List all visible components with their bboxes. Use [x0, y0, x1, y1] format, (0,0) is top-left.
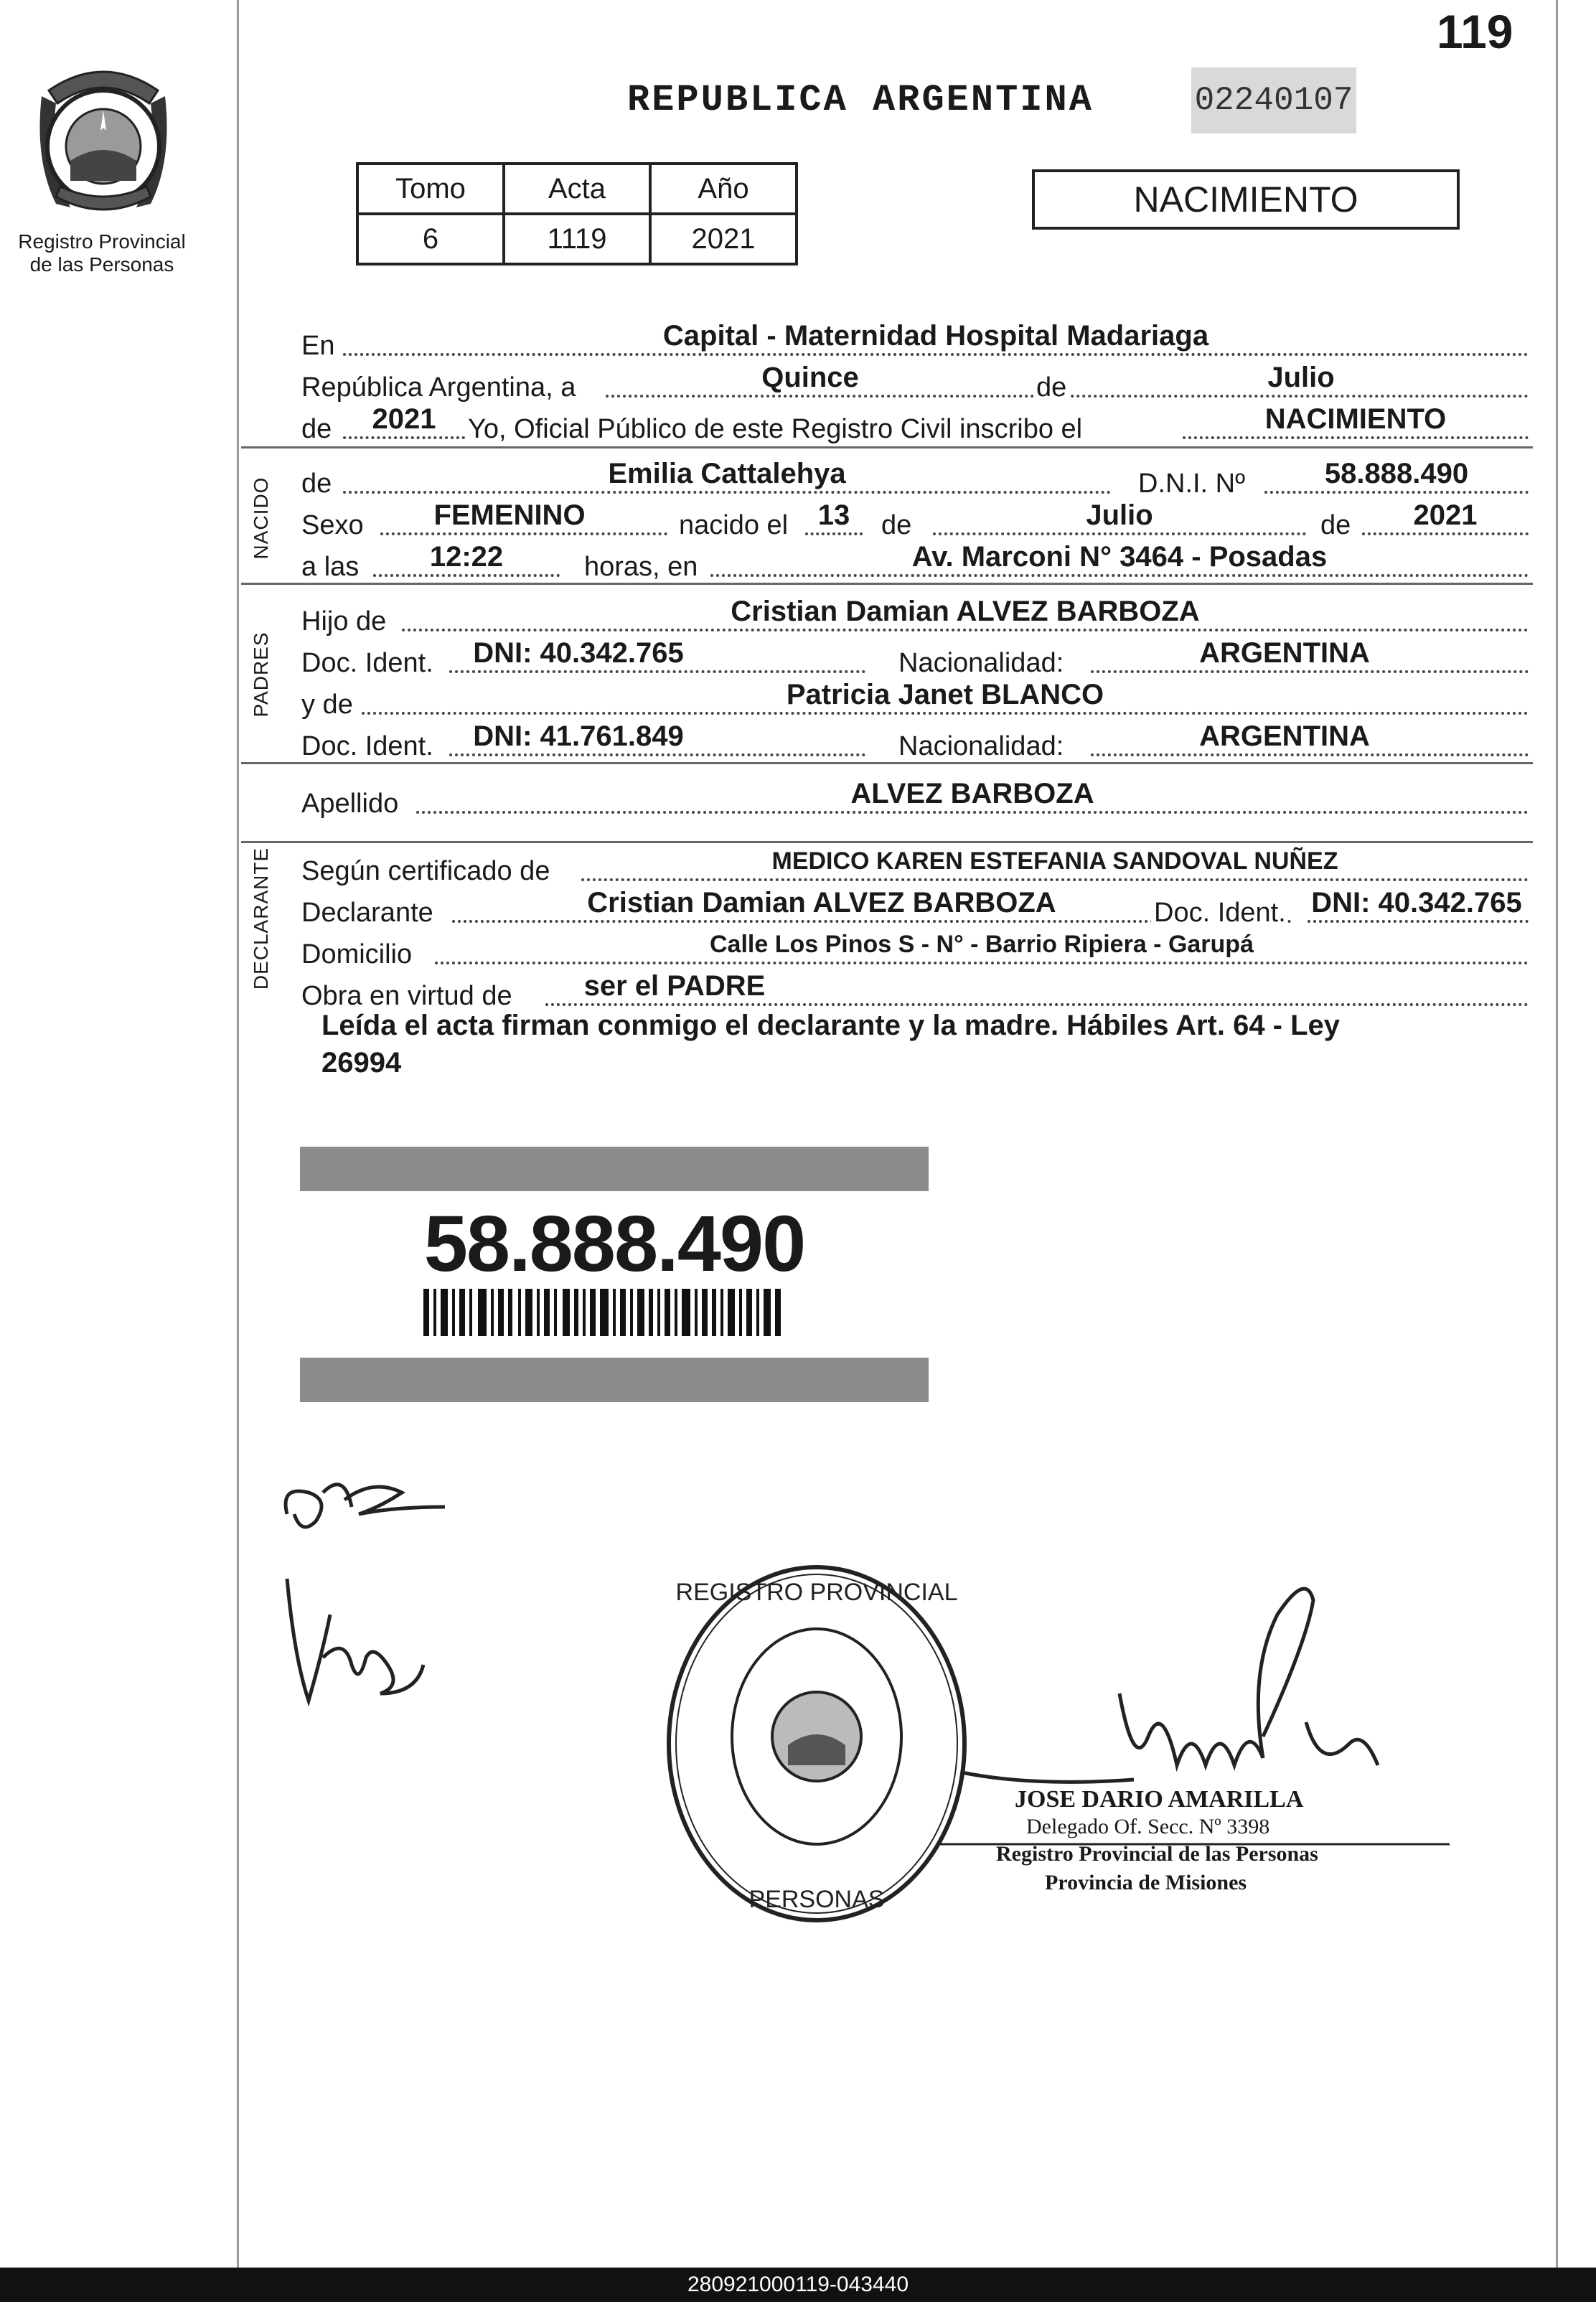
footer-bar	[0, 2268, 1596, 2302]
province-logo	[27, 53, 179, 222]
certificado-label: Según certificado de	[301, 856, 550, 886]
birth-month-value: Julio	[1086, 499, 1153, 531]
row-father-name	[301, 597, 1529, 637]
domicile-value: Calle Los Pinos S - N° - Barrio Ripiera - Garupá	[710, 931, 1254, 958]
row-mother-name	[301, 680, 1529, 720]
mother-name-value: Patricia Janet BLANCO	[786, 679, 1104, 710]
surname-value: ALVEZ BARBOZA	[850, 778, 1094, 809]
padres-section-label: PADRES	[250, 631, 272, 718]
hijo-label: Hijo de	[301, 606, 387, 636]
official-registry: Registro Provincial de las Personas	[996, 1842, 1318, 1866]
declarant-value: Cristian Damian ALVEZ BARBOZA	[587, 887, 1056, 919]
registry-name-line1: Registro Provincial	[18, 230, 186, 253]
sexo-label: Sexo	[301, 510, 364, 540]
mother-signature	[273, 1572, 445, 1715]
row-place	[301, 321, 1529, 362]
act-value: NACIMIENTO	[1264, 403, 1447, 435]
domicilio-label: Domicilio	[301, 939, 413, 969]
alas-label: a las	[301, 552, 360, 582]
footer-code: 280921000119-043440	[687, 2273, 909, 2296]
mother-nationality-value: ARGENTINA	[1199, 720, 1370, 752]
anio-value: 2021	[650, 214, 797, 264]
serial-number: 02240107	[1191, 67, 1356, 133]
republica-label: República Argentina, a	[301, 372, 576, 403]
row-mother-doc	[301, 722, 1529, 762]
svg-text:PERSONAS: PERSONAS	[748, 1886, 885, 1913]
row-father-doc	[301, 639, 1529, 679]
birth-year-value: 2021	[1413, 499, 1478, 531]
father-name-value: Cristian Damian ALVEZ BARBOZA	[731, 596, 1200, 627]
barcode-icon	[423, 1289, 782, 1336]
left-margin-line	[237, 0, 239, 2268]
right-margin-line	[1556, 0, 1558, 2268]
row-domicile	[301, 930, 1529, 970]
section-rule	[241, 446, 1533, 448]
sex-value: FEMENINO	[433, 499, 586, 531]
nacionalidad-label: Nacionalidad:	[898, 648, 1064, 678]
row-reason	[301, 972, 1529, 1012]
registry-name-line2: de las Personas	[29, 253, 174, 276]
day-words-value: Quince	[761, 362, 859, 393]
page-number: 119	[1437, 5, 1513, 58]
act-type-box: NACIMIENTO	[1032, 169, 1460, 230]
declarant-signature	[273, 1464, 459, 1543]
doc-label: Doc. Ident.	[301, 648, 433, 678]
row-name	[301, 459, 1529, 499]
row-surname	[301, 779, 1529, 819]
closing-line-2: 26994	[321, 1047, 402, 1079]
de-label-2: de	[881, 510, 912, 540]
en-label: En	[301, 331, 335, 361]
row-certificate	[301, 847, 1529, 887]
reason-value: ser el PADRE	[583, 970, 766, 1002]
apellido-label: Apellido	[301, 789, 399, 819]
doc-label: Doc. Ident.	[1151, 897, 1286, 929]
year-prefix-label: de	[301, 414, 332, 444]
tomo-header: Tomo	[357, 164, 504, 214]
dni-label: D.N.I. Nº	[1138, 469, 1245, 499]
declarante-section-label: DECLARANTE	[250, 847, 272, 990]
nacido-section-label: NACIDO	[250, 476, 272, 560]
closing-line-1: Leída el acta firman conmigo el declarante y la madre. Hábiles Art. 64 - Ley	[321, 1010, 1341, 1041]
svg-text:REGISTRO PROVINCIAL: REGISTRO PROVINCIAL	[675, 1579, 958, 1606]
row-time	[301, 542, 1529, 583]
row-declarant	[301, 888, 1529, 929]
nacido-label: nacido el	[679, 510, 789, 540]
yde-label: y de	[301, 690, 353, 720]
child-name-value: Emilia Cattalehya	[608, 458, 846, 489]
certificate-value: MEDICO KAREN ESTEFANIA SANDOVAL NUÑEZ	[771, 847, 1338, 875]
dni-barcode-sticker	[300, 1147, 929, 1402]
official-name: JOSE DARIO AMARILLA	[1015, 1786, 1304, 1813]
year-value: 2021	[372, 403, 436, 435]
de-label: de	[301, 469, 332, 499]
birth-address-value: Av. Marconi N° 3464 - Posadas	[911, 541, 1328, 573]
official-province: Provincia de Misiones	[1045, 1871, 1247, 1894]
month-value: Julio	[1267, 362, 1335, 393]
de-label: de	[1033, 372, 1069, 403]
section-rule	[241, 583, 1533, 585]
official-title: Delegado Of. Secc. Nº 3398	[1026, 1815, 1270, 1838]
register-table	[356, 162, 798, 266]
row-year	[301, 405, 1529, 445]
tomo-value: 6	[357, 214, 504, 264]
acta-value: 1119	[504, 214, 650, 264]
row-date	[301, 363, 1529, 403]
birth-time-value: 12:22	[429, 541, 504, 573]
inscribo-text: Yo, Oficial Público de este Registro Civil inscribo el	[468, 414, 1083, 444]
doc-label: Doc. Ident.	[301, 731, 433, 761]
father-nationality-value: ARGENTINA	[1199, 637, 1370, 669]
place-value: Capital - Maternidad Hospital Madariaga	[662, 320, 1209, 352]
mother-doc-value: DNI: 41.761.849	[473, 720, 684, 752]
nacionalidad-label: Nacionalidad:	[898, 731, 1064, 761]
section-rule	[241, 841, 1533, 843]
horas-label: horas, en	[584, 552, 698, 582]
anio-header: Año	[650, 164, 797, 214]
obra-label: Obra en virtud de	[301, 981, 512, 1011]
barcode-number: 58.888.490	[423, 1200, 805, 1288]
page-title: REPUBLICA ARGENTINA	[627, 79, 1094, 121]
acta-header: Acta	[504, 164, 650, 214]
birth-day-value: 13	[817, 499, 850, 531]
declarant-doc-value: DNI: 40.342.765	[1311, 887, 1522, 919]
sticker-band-bottom	[300, 1358, 929, 1402]
section-rule	[241, 762, 1533, 764]
declarante-label: Declarante	[301, 898, 433, 928]
de-label-3: de	[1320, 510, 1351, 540]
father-doc-value: DNI: 40.342.765	[473, 637, 684, 669]
child-dni-value: 58.888.490	[1324, 458, 1469, 489]
row-sex	[301, 501, 1529, 541]
sticker-band-top	[300, 1147, 929, 1191]
